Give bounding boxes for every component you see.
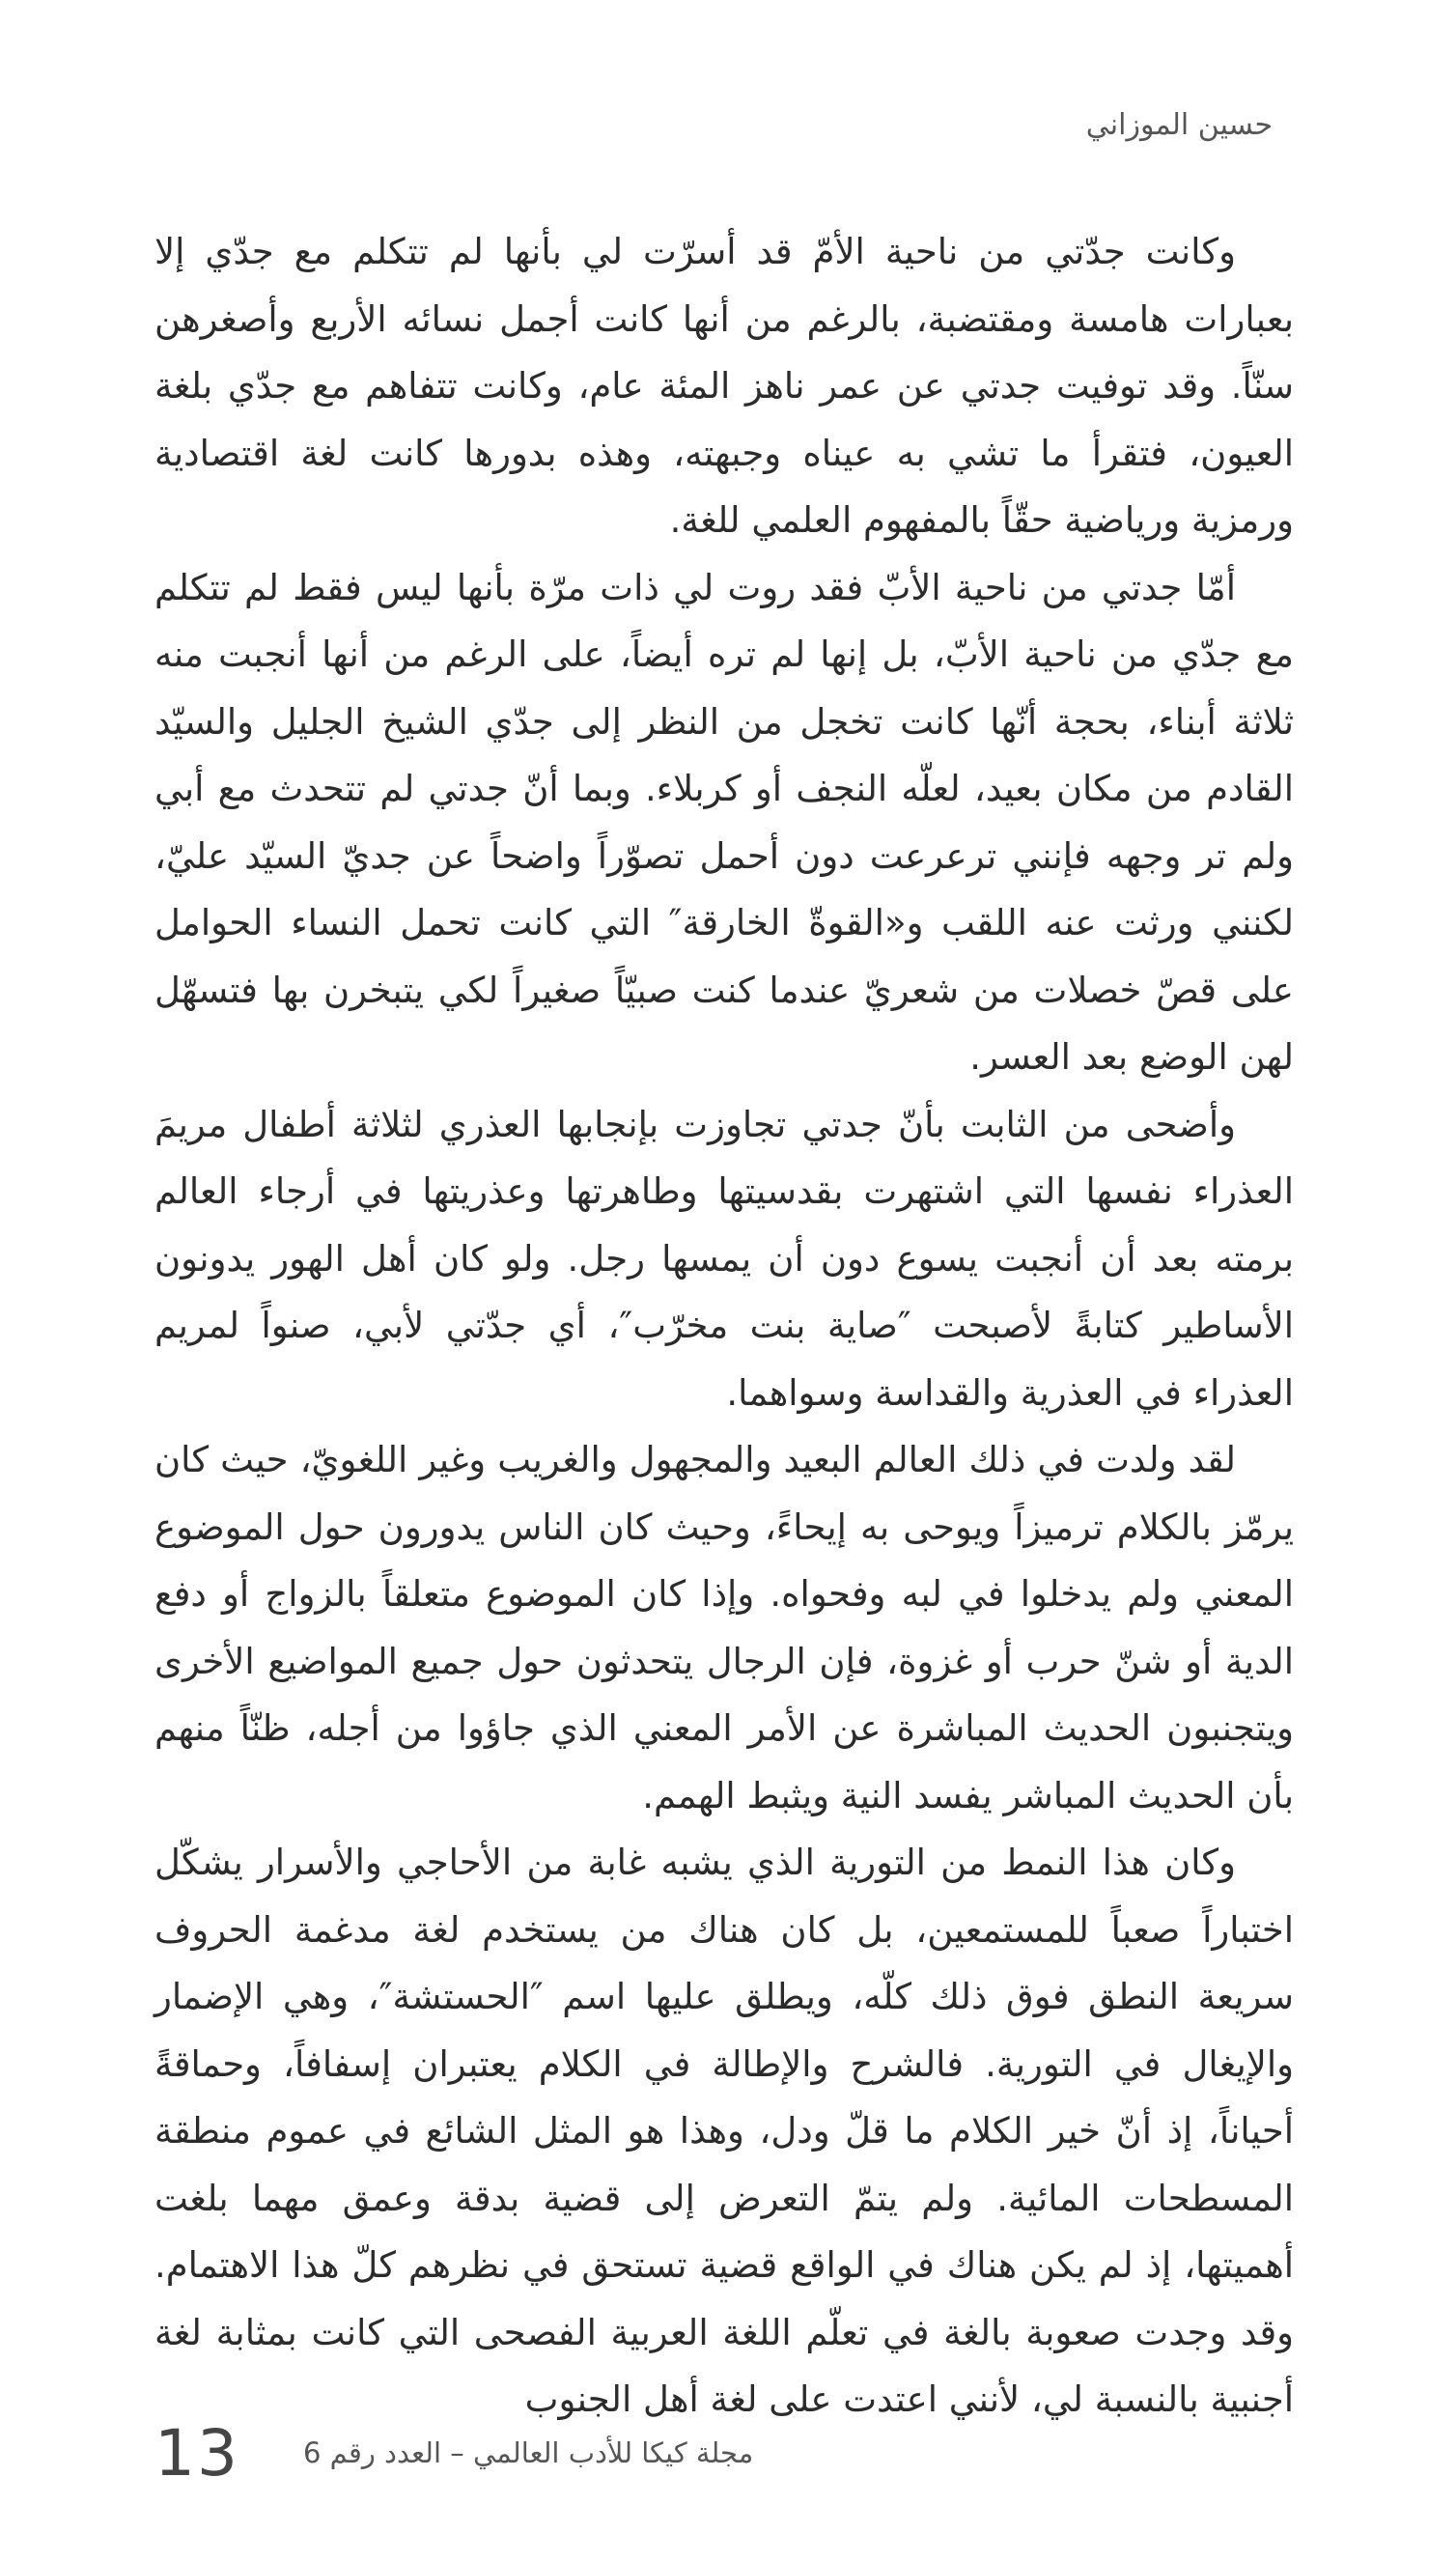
article-body [154, 218, 1294, 2434]
paragraph: لقد ولدت في ذلك العالم البعيد والمجهول والغريب وغير اللغويّ، حيث كان يرمّز بالكلام ترميزاً ويوحى به إيحاءً، وحيث كان الناس يدورون حول الموضوع المعني ولم يدخلوا في لبه وفحواه. وإذا كان الموضوع متعلقاً بالزواج أو دفع الدية أو شنّ حرب أو غزوة، فإن الرجال يتحدثون حول جميع المواضيع الأخرى ويتجنبون الحديث المباشرة عن الأمر المعني الذي جاؤوا من أجله، ظنّاً منهم بأن الحديث المباشر يفسد النية ويثبط الهمم. [154, 1439, 1294, 1816]
journal-title: مجلة كيكا للأدب العالمي – العدد رقم 6 [302, 2436, 754, 2469]
paragraph: وأضحى من الثابت بأنّ جدتي تجاوزت بإنجابها العذري لثلاثة أطفال مريمَ العذراء نفسها التي اشتهرت بقدسيتها وطاهرتها وعذريتها في أرجاء العالم برمته بعد أن أنجبت يسوع دون أن يمسها رجل. ولو كان أهل الهور يدونون الأساطير كتابةً لأصبحت ″صاية بنت مخرّب″، أي جدّتي لأبي، صنواً لمريم العذراء في العذرية والقداسة وسواهما. [154, 1103, 1294, 1414]
page-footer [154, 2409, 753, 2496]
page-number: 13 [154, 2415, 239, 2491]
paragraph: وكانت جدّتي من ناحية الأمّ قد أسرّت لي بأنها لم تتكلم مع جدّي إلا بعبارات هامسة ومقتضبة، بالرغم من أنها كانت أجمل نسائه الأربع وأصغرهن سنّاً. وقد توفيت جدتي عن عمر ناهز المئة عام، وكانت تتفاهم مع جدّي بلغة العيون، فتقرأ ما تشي به عيناه وجبهته، وهذه بدورها كانت لغة اقتصادية ورمزية ورياضية حقّاً بالمفهوم العلمي للغة. [154, 231, 1294, 541]
running-head-author: حسين الموزاني [1085, 108, 1273, 142]
paragraph: أمّا جدتي من ناحية الأبّ فقد روت لي ذات مرّة بأنها ليس فقط لم تتكلم مع جدّي من ناحية الأبّ، بل إنها لم تره أيضاً، على الرغم من أنها أنجبت منه ثلاثة أبناء، بحجة أنّها كانت تخجل من النظر إلى جدّي الشيخ الجليل والسيّد القادم من مكان بعيد، لعلّه النجف أو كربلاء. وبما أنّ جدتي لم تتحدث مع أبي ولم تر وجهه فإنني ترعرعت دون أحمل تصوّراً واضحاً عن جديّ السيّد عليّ، لكنني ورثت عنه اللقب و«القوةّ الخارقة″ التي كانت تحمل النساء الحوامل على قصّ خصلات من شعريّ عندما كنت صبيّاً صغيراً لكي يتبخرن بها فتسهّل لهن الوضع بعد العسر. [154, 566, 1294, 1078]
paragraph: وكان هذا النمط من التورية الذي يشبه غابة من الأحاجي والأسرار يشكّل اختباراً صعباً للمستمعين، بل كان هناك من يستخدم لغة مدغمة الحروف سريعة النطق فوق ذلك كلّه، ويطلق عليها اسم ″الحستشة″، وهي الإضمار والإيغال في التورية. فالشرح والإطالة في الكلام يعتبران إسفافاً، وحماقةً أحياناً، إذ أنّ خير الكلام ما قلّ ودل، وهذا هو المثل الشائع في عموم منطقة المسطحات المائية. ولم يتمّ التعرض إلى قضية بدقة وعمق مهما بلغت أهميتها، إذ لم يكن هناك في الواقع قضية تستحق في نظرهم كلّ هذا الاهتمام. وقد وجدت صعوبة بالغة في تعلّم اللغة العربية الفصحى التي كانت بمثابة لغة أجنبية بالنسبة لي، لأنني اعتدت على لغة أهل الجنوب [154, 1842, 1294, 2420]
